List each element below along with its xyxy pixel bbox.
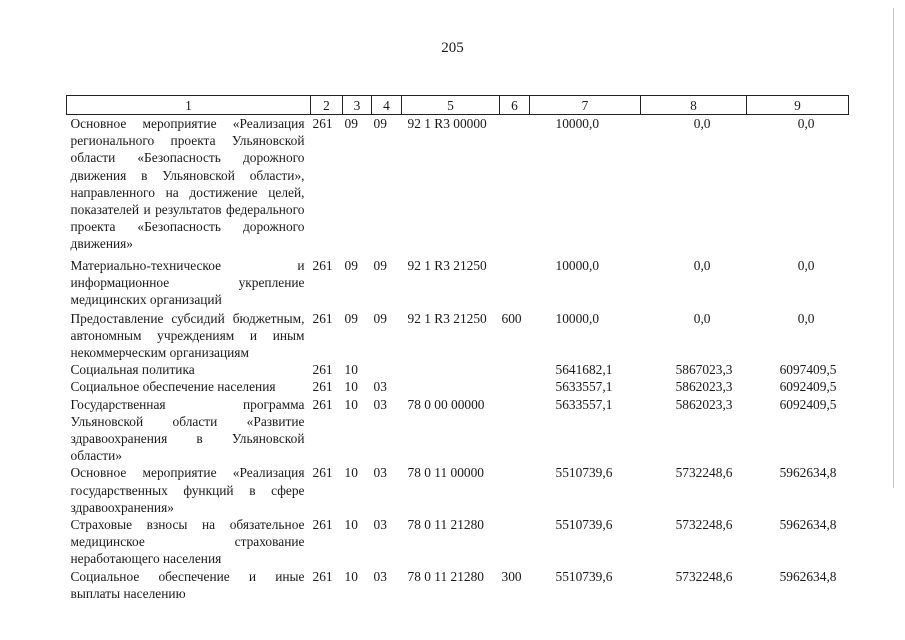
row-target-article: 92 1 R3 00000 — [407, 116, 487, 131]
row-amount-year1: 10000,0 — [555, 116, 600, 131]
header-col-8: 8 — [641, 96, 747, 115]
row-target-article: 78 0 11 21280 — [407, 517, 484, 533]
row-name: Социальное обеспечение населения — [70, 379, 276, 395]
row-amount-year2: 0,0 — [693, 116, 711, 131]
row-name: Основное мероприятие «Реализация регионального проекта Ульяновской области «Безопасность дорожного движения в Ульяновской области», направленного на достижение целей, показателей и результатов федерального проекта «Безопасность дорожного движения» — [70, 116, 305, 252]
row-name: Страховые взносы на обязательное медицинское страхование неработающего населения — [70, 517, 305, 567]
row-admin-code: 261 — [312, 257, 333, 273]
row-name: Основное мероприятие «Реализация государственных функций в сфере здравоохранения» — [70, 465, 305, 515]
row-target-article — [402, 378, 500, 395]
row-subsection: 03 — [373, 517, 387, 533]
row-section: 10 — [344, 396, 358, 412]
row-target-article — [402, 361, 500, 378]
header-col-2: 2 — [311, 96, 343, 115]
row-subsection: 09 — [373, 310, 387, 326]
row-amount-year1: 5633557,1 — [555, 379, 613, 395]
row-amount-year2: 5862023,3 — [675, 396, 733, 412]
table-row — [67, 361, 849, 378]
table-row — [67, 464, 849, 516]
row-subsection — [372, 361, 402, 378]
row-subsection: 09 — [373, 257, 387, 273]
row-expense-type — [500, 464, 530, 516]
header-row — [67, 96, 849, 115]
row-section: 10 — [344, 379, 358, 395]
row-expense-type — [500, 361, 530, 378]
row-admin-code: 261 — [312, 517, 333, 533]
row-amount-year3: 0,0 — [797, 310, 815, 326]
row-amount-year2: 5862023,3 — [675, 379, 733, 395]
row-name: Материально-техническое и информационное укрепление медицинских организаций — [70, 257, 305, 308]
row-amount-year3: 0,0 — [797, 257, 815, 273]
table-row — [67, 516, 849, 568]
row-section: 10 — [344, 517, 358, 533]
row-subsection: 03 — [373, 568, 387, 584]
table-row — [67, 378, 849, 395]
row-section: 10 — [344, 465, 358, 481]
row-section: 09 — [344, 116, 358, 131]
row-amount-year2: 5867023,3 — [675, 362, 733, 378]
header-col-9: 9 — [747, 96, 849, 115]
row-name: Государственная программа Ульяновской области «Развитие здравоохранения в Ульяновской области» — [70, 396, 305, 464]
table-row — [67, 115, 849, 253]
table-row — [67, 310, 849, 362]
row-amount-year1: 5633557,1 — [555, 396, 613, 412]
row-admin-code: 261 — [312, 116, 333, 131]
row-amount-year2: 5732248,6 — [675, 568, 733, 584]
row-amount-year3: 6097409,5 — [779, 362, 837, 378]
row-section: 10 — [344, 362, 358, 378]
table-header — [67, 96, 849, 115]
row-amount-year3: 6092409,5 — [779, 379, 837, 395]
table-body — [67, 115, 849, 603]
row-amount-year3: 6092409,5 — [779, 396, 837, 412]
header-col-6: 6 — [500, 96, 530, 115]
row-admin-code: 261 — [312, 465, 333, 481]
row-amount-year1: 10000,0 — [555, 257, 600, 273]
row-subsection: 03 — [373, 465, 387, 481]
row-admin-code: 261 — [312, 568, 333, 584]
row-target-article: 78 0 11 21280 — [407, 568, 484, 584]
row-amount-year2: 5732248,6 — [675, 517, 733, 533]
row-name: Социальное обеспечение и иные выплаты населению — [70, 568, 305, 601]
header-col-4: 4 — [372, 96, 402, 115]
table-row — [67, 253, 849, 310]
table-row — [67, 568, 849, 602]
row-amount-year2: 0,0 — [693, 257, 711, 273]
row-expense-type: 600 — [501, 310, 522, 326]
scan-margin-line — [893, 8, 894, 488]
header-col-5: 5 — [402, 96, 500, 115]
row-amount-year1: 5510739,6 — [555, 465, 613, 481]
row-amount-year2: 0,0 — [693, 310, 711, 326]
row-admin-code: 261 — [312, 310, 333, 326]
row-target-article: 92 1 R3 21250 — [407, 310, 487, 326]
row-amount-year3: 5962634,8 — [779, 568, 837, 584]
row-target-article: 92 1 R3 21250 — [407, 257, 487, 273]
row-subsection: 09 — [373, 116, 387, 131]
header-col-7: 7 — [530, 96, 641, 115]
row-amount-year3: 0,0 — [797, 116, 815, 131]
row-expense-type — [500, 378, 530, 395]
row-amount-year1: 5510739,6 — [555, 568, 613, 584]
row-expense-type — [500, 253, 530, 310]
row-admin-code: 261 — [312, 379, 333, 395]
row-name: Социальная политика — [70, 362, 195, 378]
row-section: 09 — [344, 310, 358, 326]
table-row — [67, 396, 849, 465]
row-expense-type — [500, 396, 530, 465]
row-section: 09 — [344, 257, 358, 273]
row-expense-type — [500, 115, 530, 253]
row-amount-year1: 10000,0 — [555, 310, 600, 326]
budget-table — [66, 95, 849, 602]
row-expense-type: 300 — [501, 568, 522, 584]
row-target-article: 78 0 11 00000 — [407, 465, 484, 481]
row-section: 10 — [344, 568, 358, 584]
header-col-3: 3 — [343, 96, 372, 115]
page-number: 205 — [441, 40, 464, 56]
row-amount-year3: 5962634,8 — [779, 465, 837, 481]
row-expense-type — [500, 516, 530, 568]
row-amount-year2: 5732248,6 — [675, 465, 733, 481]
row-subsection: 03 — [373, 379, 387, 395]
row-admin-code: 261 — [312, 362, 333, 378]
row-amount-year3: 5962634,8 — [779, 517, 837, 533]
row-amount-year1: 5641682,1 — [555, 362, 613, 378]
row-name: Предоставление субсидий бюджетным, автономным учреждениям и иным некоммерческим организациям — [70, 310, 305, 361]
header-col-1: 1 — [67, 96, 311, 115]
row-subsection: 03 — [373, 396, 387, 412]
row-amount-year1: 5510739,6 — [555, 517, 613, 533]
row-target-article: 78 0 00 00000 — [407, 396, 485, 412]
row-admin-code: 261 — [312, 396, 333, 412]
